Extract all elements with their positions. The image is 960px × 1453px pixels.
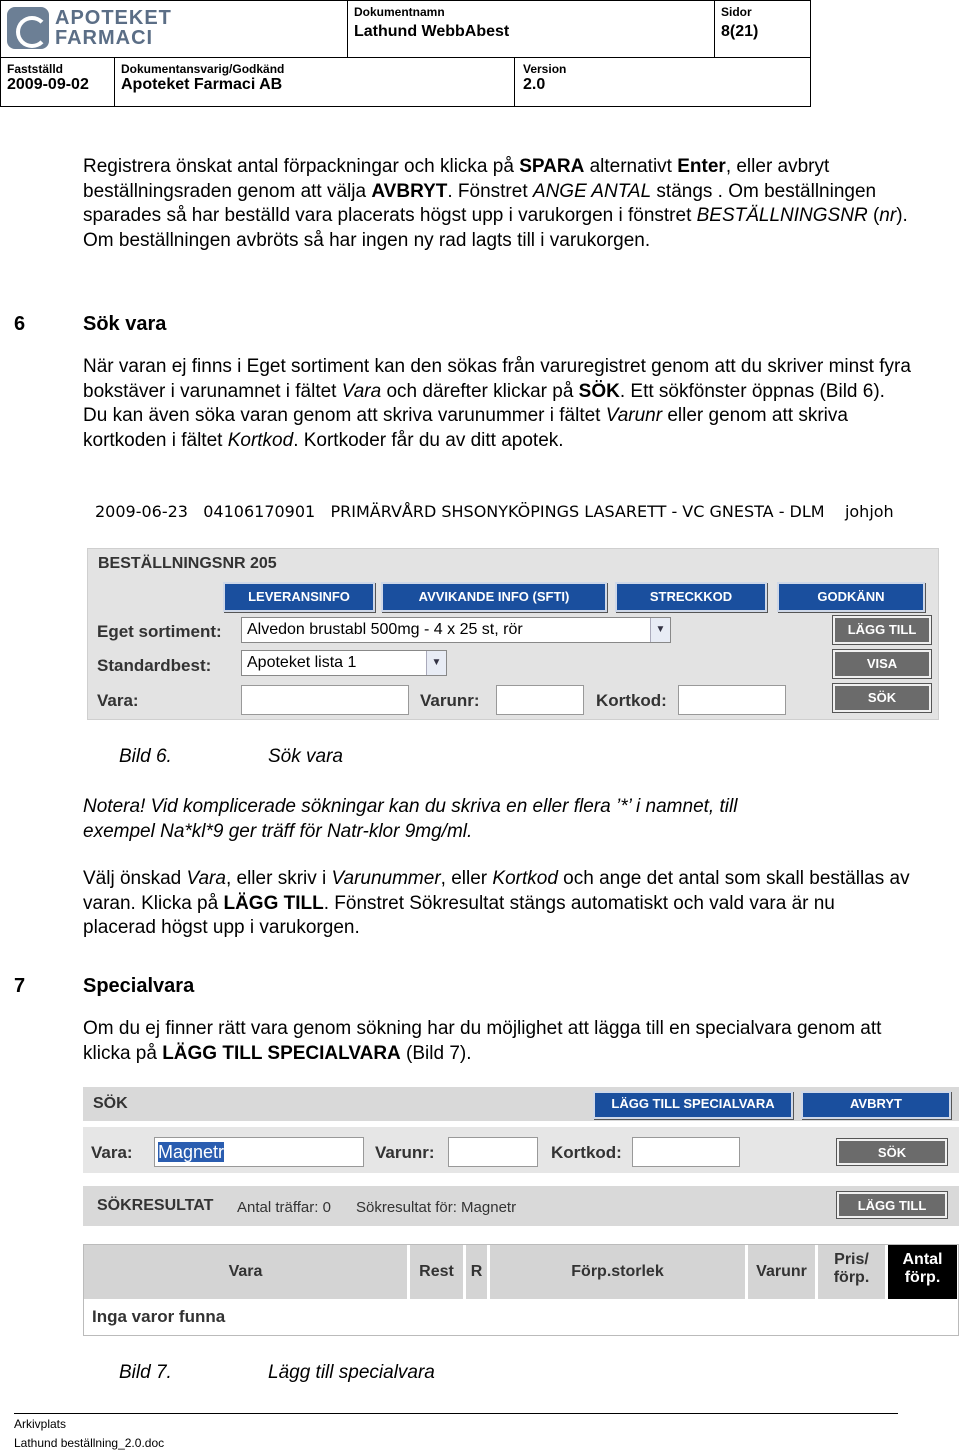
section-7-title: Specialvara: [83, 975, 195, 997]
sok-button[interactable]: SÖK: [833, 684, 931, 712]
footer-arkivplats-label: Arkivplats: [14, 1417, 67, 1431]
section-7-paragraph: Om du ej finner rätt vara genom sökning har du möjlighet att lägga till en specialvara genom att klicka på LÄGG TILL SPECIALVARA (Bild 7).: [83, 1018, 882, 1064]
document-header: [0, 0, 811, 107]
sidor-value: 8(21): [721, 23, 759, 40]
godkann-button[interactable]: GODKÄNN: [777, 582, 925, 612]
bild-6-caption-number: Bild 6.: [119, 746, 172, 767]
antal-traffar: Antal träffar: 0: [237, 1199, 331, 1216]
eget-sortiment-select[interactable]: Alvedon brustabl 500mg - 4 x 25 st, rör ▼: [241, 617, 671, 643]
sok-bar: [83, 1087, 959, 1121]
sidor-cell: [715, 1, 811, 58]
bild-7-caption-number: Bild 7.: [119, 1362, 172, 1383]
order-info-line: 2009-06-23 04106170901 PRIMÄRVÅRD SHSONYKÖPINGS LASARETT - VC GNESTA - DLM johjoh: [95, 502, 894, 521]
valj-paragraph: Välj önskad Vara, eller skriv i Varunummer, eller Kortkod och ange det antal som skall beställas av varan. Klicka på LÄGG TILL. Fönstret Sökresultat stängs automatiskt och vald vara är nu placerad högst upp i varukorgen.: [83, 868, 910, 938]
lagg-till-button[interactable]: LÄGG TILL: [837, 1192, 947, 1218]
dokumentnamn-cell: [348, 1, 715, 58]
faststalld-value: 2009-09-02: [7, 76, 89, 93]
footer-filename: Lathund beställning_2.0.doc: [14, 1436, 165, 1450]
vara-input[interactable]: [241, 685, 409, 715]
lagg-till-button[interactable]: LÄGG TILL: [833, 616, 931, 644]
version-cell: [515, 58, 811, 107]
logo-text-2: FARMACI: [55, 27, 154, 49]
avbryt-button[interactable]: AVBRYT: [801, 1091, 951, 1119]
eget-sortiment-label: Eget sortiment:: [97, 622, 222, 641]
kortkod-label: Kortkod:: [551, 1143, 622, 1162]
section-6-paragraph: När varan ej finns i Eget sortiment kan den sökas från varuregistret genom att du skriver minst fyra bokstäver i varunamnet i fältet Vara och därefter klickar på SÖK. Ett sökfönster öppnas (Bild 6). Du kan även söka varan genom att skriva varunummer i fältet Varunr eller genom att skriva kortkoden i fältet Kortkod. Kortkoder får du av ditt apotek.: [83, 356, 911, 451]
intro-paragraph: Registrera önskat antal förpackningar och klicka på SPARA alternativt Enter, eller avbryt beställningsraden genom att välja AVBRYT. Fönstret ANGE ANTAL stängs . Om beställningen sparades så har beställd vara placerats högst upp i varukorgen i fönstret BESTÄLLNINGSNR (nr). Om beställningen avbröts så har ingen ny rad lagts till i varukorgen.: [83, 156, 908, 251]
chevron-down-icon: ▼: [426, 651, 446, 675]
section-6-number: 6: [14, 313, 26, 335]
section-6-title: Sök vara: [83, 313, 167, 335]
sokresultat-table: [83, 1244, 959, 1336]
sok-title: SÖK: [93, 1095, 128, 1112]
sok-fields-row: [83, 1127, 959, 1173]
bild-7-caption-text: Lägg till specialvara: [268, 1362, 435, 1383]
vara-label: Vara:: [91, 1143, 133, 1162]
column-header-pris[interactable]: Pris/ förp.: [818, 1245, 886, 1299]
kortkod-input[interactable]: [678, 685, 786, 715]
order-panel: [87, 548, 939, 720]
sokresultat-title: SÖKRESULTAT: [97, 1197, 214, 1214]
bild-6-caption-text: Sök vara: [268, 746, 343, 767]
footer-divider: [14, 1413, 898, 1414]
column-header-rest[interactable]: Rest: [410, 1245, 464, 1299]
column-header-antal[interactable]: Antal förp.: [888, 1245, 958, 1299]
chevron-down-icon: ▼: [650, 618, 670, 642]
sok-button[interactable]: SÖK: [837, 1139, 947, 1165]
lagg-till-specialvara-button[interactable]: LÄGG TILL SPECIALVARA: [593, 1091, 793, 1119]
version-value: 2.0: [523, 76, 546, 93]
varunr-label: Varunr:: [375, 1143, 435, 1162]
sokresultat-for: Sökresultat för: Magnetr: [356, 1199, 517, 1216]
logo-cell: [1, 1, 348, 58]
bild-6-screenshot: [87, 496, 939, 720]
apoteket-logo: [7, 7, 172, 51]
kortkod-input[interactable]: [632, 1137, 740, 1167]
sidor-label: Sidor: [721, 5, 752, 19]
ansvarig-value: Apoteket Farmaci AB: [121, 76, 283, 93]
dokumentnamn-label: Dokumentnamn: [354, 5, 445, 19]
faststalld-label: Fastställd: [7, 62, 64, 76]
faststalld-cell: [1, 58, 115, 107]
empty-result-text: Inga varor funna: [92, 1307, 226, 1326]
dokumentnamn-value: Lathund WebbAbest: [354, 23, 510, 40]
order-number-title: BESTÄLLNINGSNR 205: [98, 555, 277, 572]
streckkod-button[interactable]: STRECKKOD: [615, 582, 767, 612]
ansvarig-label: Dokumentansvarig/Godkänd: [121, 62, 285, 76]
avvikande-info-button[interactable]: AVVIKANDE INFO (SFTI): [381, 582, 607, 612]
leveransinfo-button[interactable]: LEVERANSINFO: [223, 582, 375, 612]
notera-paragraph: Notera! Vid komplicerade sökningar kan du skriva en eller flera ’*’ i namnet, till exempel Na*kl*9 ger träff för Natr-klor 9mg/ml.: [83, 796, 738, 842]
column-header-forpstorlek[interactable]: Förp.storlek: [490, 1245, 746, 1299]
kortkod-label: Kortkod:: [596, 691, 667, 710]
vara-label: Vara:: [97, 691, 139, 710]
ansvarig-cell: [115, 58, 515, 107]
sokresultat-bar: [83, 1186, 959, 1226]
varunr-label: Varunr:: [420, 691, 480, 710]
apoteket-logo-icon: [7, 7, 49, 49]
version-label: Version: [523, 62, 567, 76]
standardbest-label: Standardbest:: [97, 656, 212, 675]
column-header-vara[interactable]: Vara: [84, 1245, 408, 1299]
column-header-r[interactable]: R: [466, 1245, 488, 1299]
varunr-input[interactable]: [496, 685, 584, 715]
standardbest-select[interactable]: Apoteket lista 1 ▼: [241, 650, 447, 676]
column-header-varunr[interactable]: Varunr: [748, 1245, 816, 1299]
section-7-number: 7: [14, 975, 26, 997]
logo-text-1: APOTEKET: [55, 7, 172, 29]
visa-button[interactable]: VISA: [833, 650, 931, 678]
varunr-input[interactable]: [448, 1137, 538, 1167]
vara-input[interactable]: Magnetr: [154, 1137, 364, 1167]
